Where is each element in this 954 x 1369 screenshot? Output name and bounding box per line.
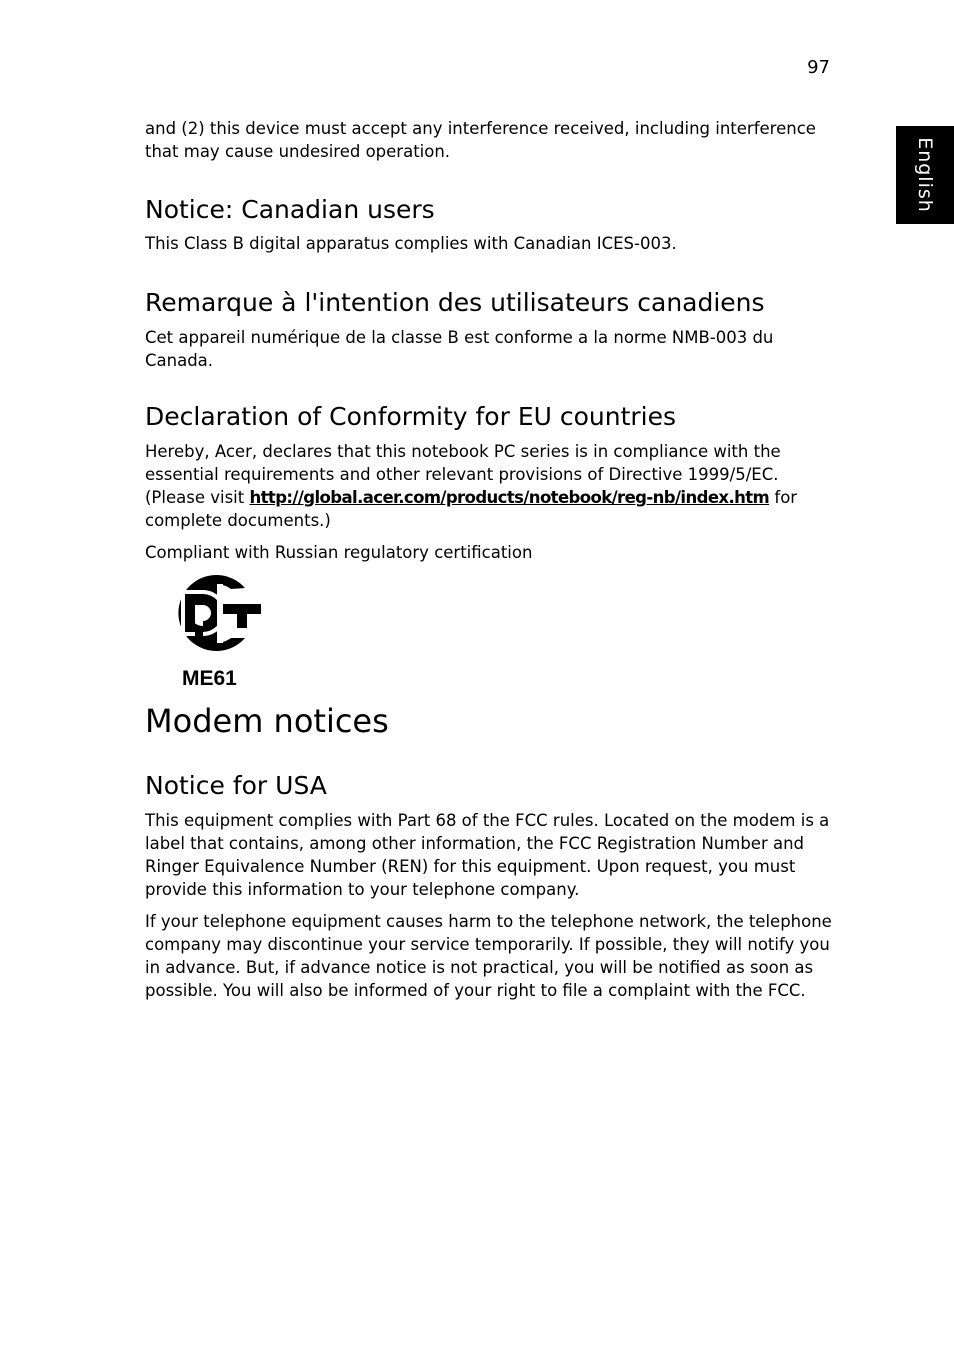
canadian-users-fr-heading: Remarque à l'intention des utilisateurs canadiens — [145, 288, 765, 317]
fcc-part68-paragraph: This equipment complies with Part 68 of the FCC rules. Located on the modem is a label that contains, among other information, the FCC Registration Number and Ringer Equivalence Number (REN) for this equipment. Upon request, you must provide this information to your telephone company. — [145, 811, 830, 899]
canadian-users-body: This Class B digital apparatus complies with Canadian ICES-003. — [145, 234, 677, 253]
russian-certification-text: Compliant with Russian regulatory certification — [145, 543, 533, 562]
page-content — [145, 117, 835, 1002]
canadian-users-fr-body: Cet appareil numérique de la classe B est conforme a la norme NMB-003 du Canada. — [145, 328, 774, 370]
language-tab — [896, 126, 954, 224]
telephone-harm-paragraph: If your telephone equipment causes harm to the telephone network, the telephone company may discontinue your service temporarily. If possible, they will notify you in advance. But, if advance notice is not practical, you will be notified as soon as possible. You will also be informed of your right to file a complaint with the FCC. — [145, 912, 832, 1000]
modem-notices-title: Modem notices — [145, 702, 389, 740]
russian-certification-logo — [145, 572, 835, 702]
page-number: 97 — [807, 57, 830, 78]
acer-regulatory-link[interactable]: http://global.acer.com/products/notebook/reg-nb/index.htm — [249, 488, 770, 507]
intro-paragraph: and (2) this device must accept any interference received, including interference that may cause undesired operation. — [145, 119, 816, 161]
pct-certification-icon — [159, 572, 269, 658]
eu-body-text-end: for complete documents.) — [145, 488, 798, 530]
eu-conformity-heading: Declaration of Conformity for EU countries — [145, 402, 677, 431]
eu-conformity-body — [145, 440, 835, 532]
canadian-users-heading: Notice: Canadian users — [145, 195, 435, 224]
certification-code: ME61 — [182, 667, 237, 690]
language-tab-label: English — [914, 137, 936, 213]
notice-usa-heading: Notice for USA — [145, 771, 327, 800]
eu-body-text: Hereby, Acer, declares that this notebook PC series is in compliance with the essential requirements and other relevant provisions of Directive 1999/5/EC. (Please visit — [145, 442, 781, 507]
